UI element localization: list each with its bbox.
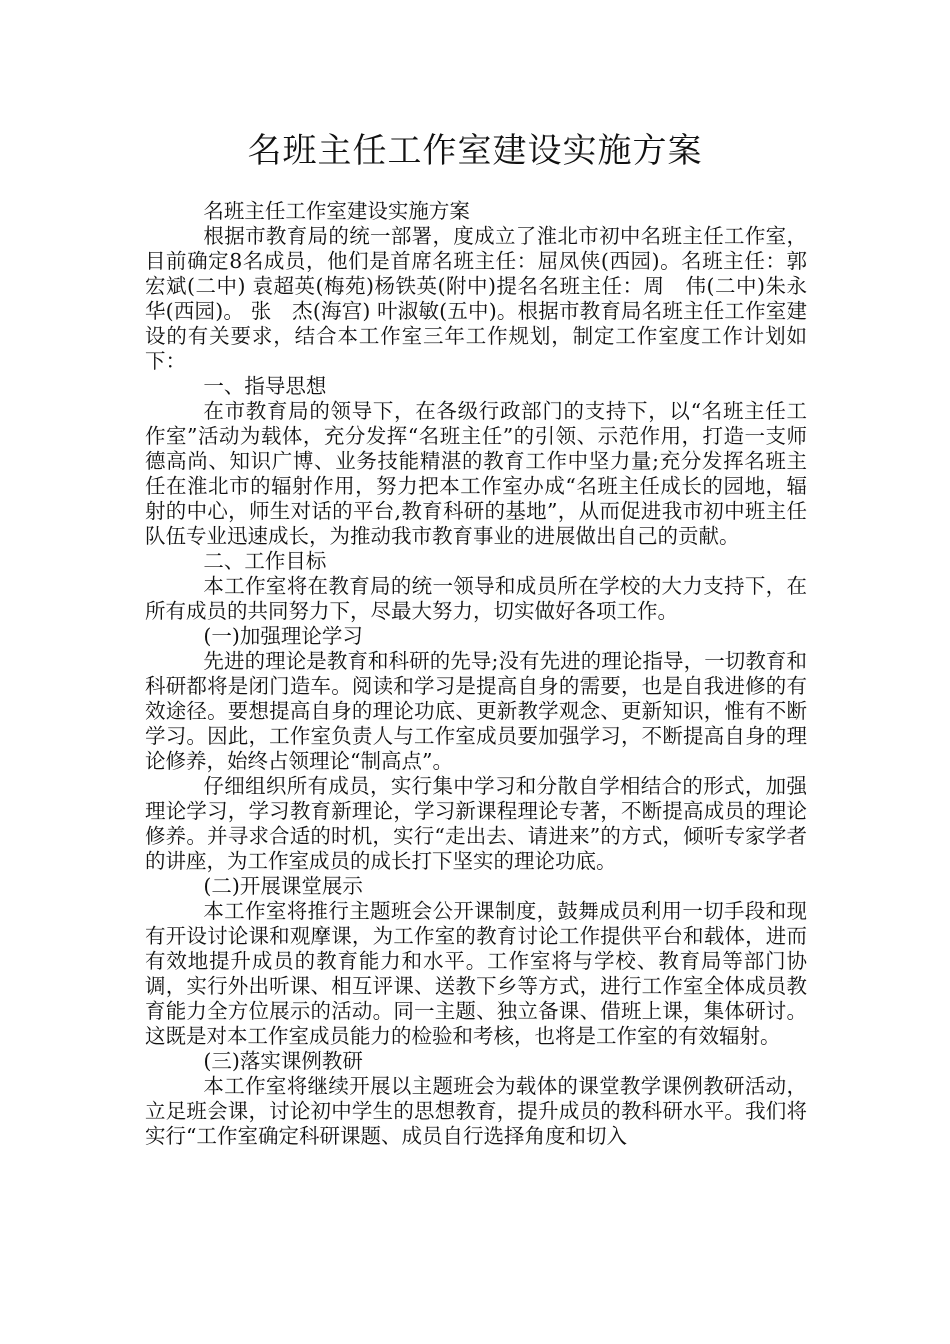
subsection-heading-theory-study: (一)加强理论学习 <box>203 624 363 648</box>
subsection-heading-classroom-display: (二)开展课堂展示 <box>203 874 363 898</box>
paragraph-subtitle: 名班主任工作室建设实施方案 <box>203 199 470 223</box>
paragraph-theory-study-1: 先进的理论是教育和科研的先导;没有先进的理论指导，一切教育和科研都将是闭门造车。阅读和学习是提高自身的需要，也是自我进修的有效途径。要想提高自身的理论功底、更新教学观念、更新知识，惟有不断学习。因此，工作室负责人与工作室成员要加强学习，不断提高自身的理论修养，始终占领理论“制高点”。 <box>145 649 807 773</box>
section-heading-guiding-ideology: 一、指导思想 <box>203 374 327 398</box>
paragraph-work-goals: 本工作室将在教育局的统一领导和成员所在学校的大力支持下，在所有成员的共同努力下，尽最大努力，切实做好各项工作。 <box>145 574 807 623</box>
paragraph-case-research: 本工作室将继续开展以主题班会为载体的课堂教学课例教研活动，立足班会课，讨论初中学生的思想教育，提升成员的教科研水平。我们将实行“工作室确定科研课题、成员自行选择角度和切入 <box>145 1074 807 1148</box>
paragraph-classroom-display: 本工作室将推行主题班会公开课制度，鼓舞成员利用一切手段和现有开设讨论课和观摩课，为工作室的教育讨论工作提供平台和载体，进而有效地提升成员的教育能力和水平。工作室将与学校、教育局等部门协调，实行外出听课、相互评课、送教下乡等方式，进行工作室全体成员教育能力全方位展示的活动。同一主题、独立备课、借班上课，集体研讨。这既是对本工作室成员能力的检验和考核，也将是工作室的有效辐射。 <box>145 899 807 1048</box>
paragraph-intro: 根据市教育局的统一部署，度成立了淮北市初中名班主任工作室，目前确定8名成员，他们是首席名班主任：屈凤侠(西园)。名班主任：郭宏斌(二中) 袁超英(梅苑)杨铁英(附中)提名名班主任：周 伟(二中)朱永华(西园)。 张 杰(海宫) 叶淑敏(五中)。根据市教育局名班主任工作室建设的有关要求，结合本工作室三年工作规划，制定工作室度工作计划如下： <box>145 224 807 373</box>
document-title: 名班主任工作室建设实施方案 <box>247 131 703 171</box>
paragraph-theory-study-2: 仔细组织所有成员，实行集中学习和分散自学相结合的形式，加强理论学习，学习教育新理论，学习新课程理论专著，不断提高成员的理论修养。并寻求合适的时机，实行“走出去、请进来”的方式，倾听专家学者的讲座，为工作室成员的成长打下坚实的理论功底。 <box>145 774 807 873</box>
document-body <box>145 199 807 1149</box>
section-heading-work-goals: 二、工作目标 <box>203 549 327 573</box>
subsection-heading-case-research: (三)落实课例教研 <box>203 1049 363 1073</box>
paragraph-guiding-ideology: 在市教育局的领导下，在各级行政部门的支持下，以“名班主任工作室”活动为载体，充分发挥“名班主任”的引领、示范作用，打造一支师德高尚、知识广博、业务技能精湛的教育工作中坚力量;充分发挥名班主任在淮北市的辐射作用，努力把本工作室办成“名班主任成长的园地，辐射的中心，师生对话的平台,教育科研的基地”，从而促进我市初中班主任队伍专业迅速成长，为推动我市教育事业的进展做出自己的贡献。 <box>145 399 807 548</box>
